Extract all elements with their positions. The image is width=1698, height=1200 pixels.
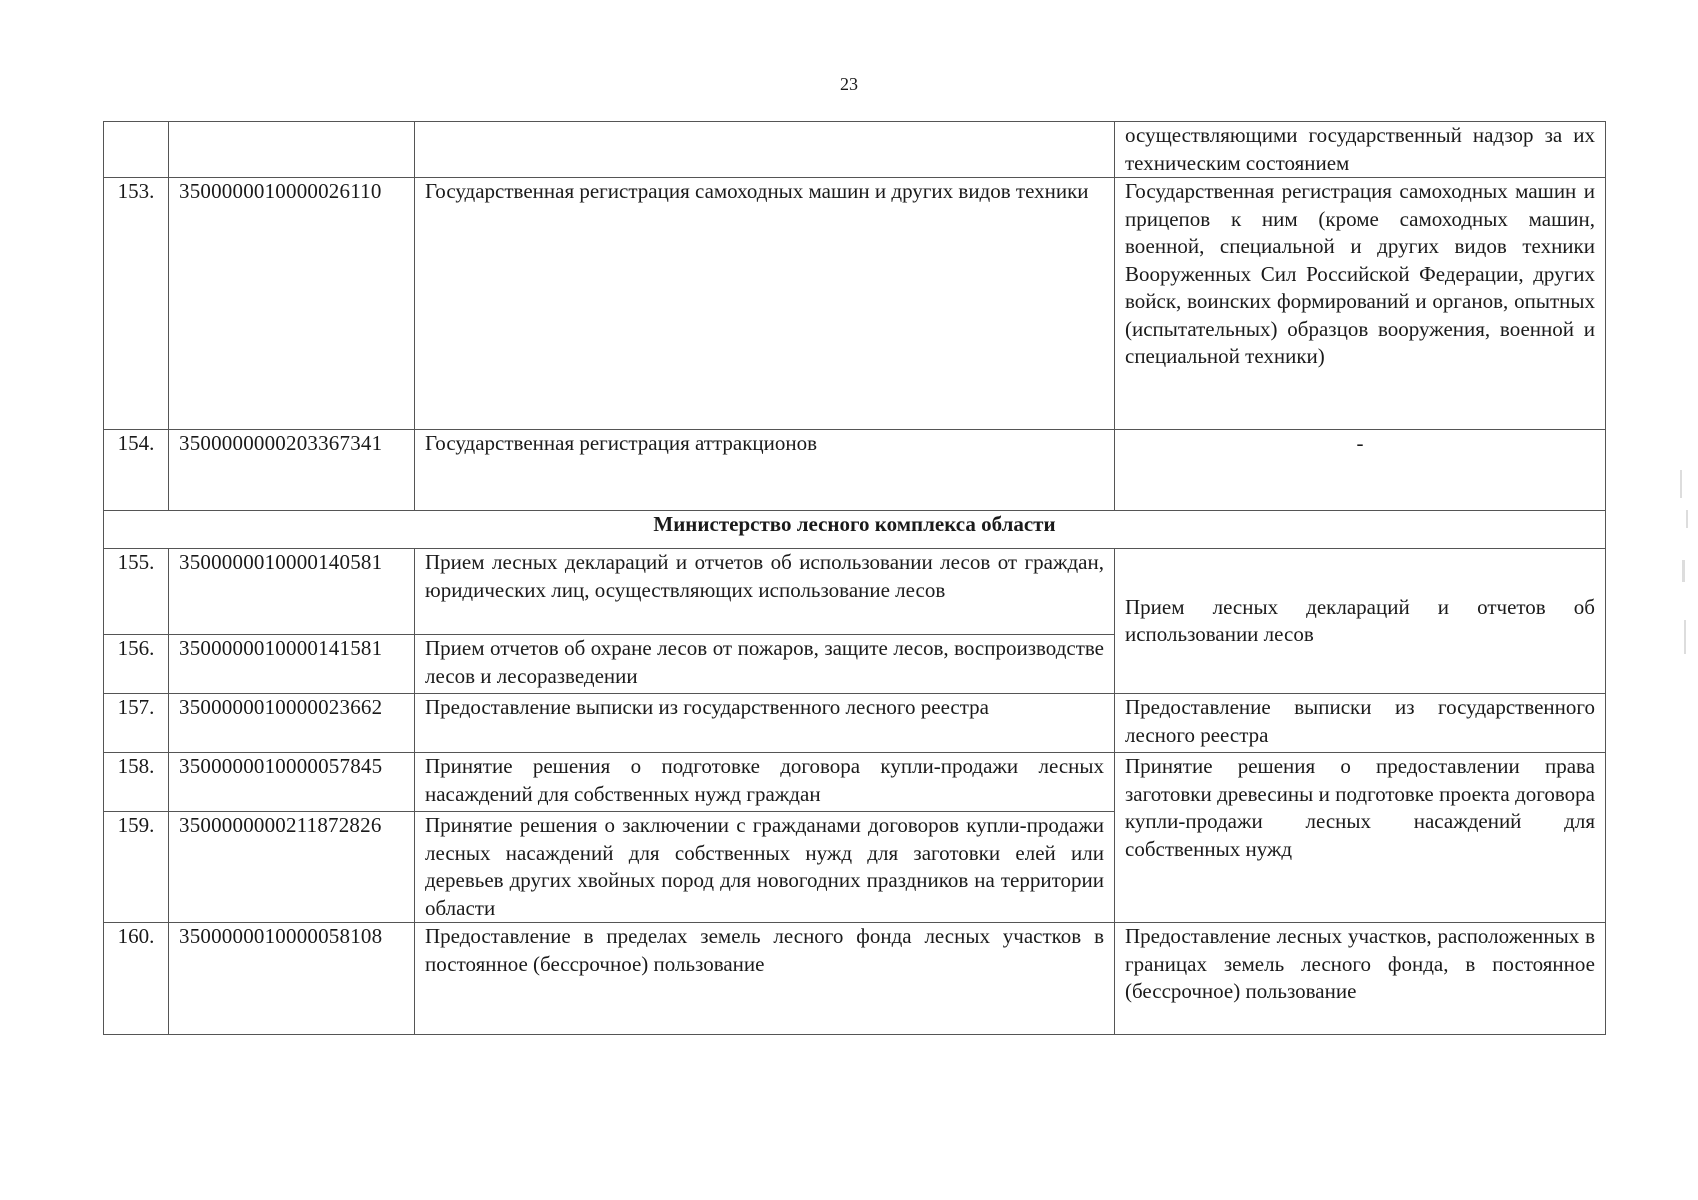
cell-description: Принятие решения о заключении с гражданами договоров купли-продажи лесных насаждений для собственных нужд для заготовки елей или деревьев других хвойных пород для новогодних праздников на территории области — [415, 812, 1115, 923]
cell-basis: Предоставление лесных участков, расположенных в границах земель лесного фонда, в постоянное (бессрочное) пользование — [1115, 923, 1606, 1035]
scan-artifact — [1674, 470, 1694, 670]
table-row — [104, 430, 1606, 511]
cell-num: 159. — [104, 812, 169, 923]
cell-code: 3500000010000057845 — [169, 753, 415, 812]
services-registry-table — [103, 121, 1606, 1035]
cell-basis: осуществляющими государственный надзор за их техническим состоянием — [1115, 122, 1606, 178]
cell-num: 154. — [104, 430, 169, 511]
cell-basis: Государственная регистрация самоходных машин и прицепов к ним (кроме самоходных машин, военной, специальной и других видов техники Вооруженных Сил Российской Федерации, других войск, воинских формирований и органов, опытных (испытательных) образцов вооружения, военной и специальной техники) — [1115, 178, 1606, 430]
cell-code: 3500000000203367341 — [169, 430, 415, 511]
cell-basis: Принятие решения о предоставлении права заготовки древесины и подготовке проекта договора купли-продажи лесных насаждений для собственных нужд — [1115, 753, 1606, 923]
cell-num: 157. — [104, 694, 169, 753]
cell-description: Принятие решения о подготовке договора купли-продажи лесных насаждений для собственных нужд граждан — [415, 753, 1115, 812]
cell-code: 3500000000211872826 — [169, 812, 415, 923]
cell-num: 156. — [104, 635, 169, 694]
table-row — [104, 694, 1606, 753]
table-row — [104, 753, 1606, 812]
page-number: 23 — [840, 74, 858, 94]
cell-num: 158. — [104, 753, 169, 812]
section-title: Министерство лесного комплекса области — [104, 511, 1606, 549]
cell-code: 3500000010000141581 — [169, 635, 415, 694]
cell-basis: - — [1115, 430, 1606, 511]
cell-description: Государственная регистрация аттракционов — [415, 430, 1115, 511]
cell-description: Прием отчетов об охране лесов от пожаров, защите лесов, воспроизводстве лесов и лесоразведении — [415, 635, 1115, 694]
table-row — [104, 549, 1606, 635]
cell-code: 3500000010000026110 — [169, 178, 415, 430]
table-row — [104, 178, 1606, 430]
cell-num: 155. — [104, 549, 169, 635]
cell-num: 153. — [104, 178, 169, 430]
cell-description: Прием лесных деклараций и отчетов об использовании лесов от граждан, юридических лиц, осуществляющих использование лесов — [415, 549, 1115, 635]
cell-code: 3500000010000023662 — [169, 694, 415, 753]
cell-num — [104, 122, 169, 178]
cell-code: 3500000010000058108 — [169, 923, 415, 1035]
table-row — [104, 923, 1606, 1035]
cell-code: 3500000010000140581 — [169, 549, 415, 635]
section-row — [104, 511, 1606, 549]
cell-description — [415, 122, 1115, 178]
cell-basis: Прием лесных деклараций и отчетов об использовании лесов — [1115, 549, 1606, 694]
cell-description: Предоставление в пределах земель лесного фонда лесных участков в постоянное (бессрочное) пользование — [415, 923, 1115, 1035]
table-row — [104, 122, 1606, 178]
cell-description: Предоставление выписки из государственного лесного реестра — [415, 694, 1115, 753]
cell-code — [169, 122, 415, 178]
cell-basis: Предоставление выписки из государственного лесного реестра — [1115, 694, 1606, 753]
cell-num: 160. — [104, 923, 169, 1035]
cell-description: Государственная регистрация самоходных машин и других видов техники — [415, 178, 1115, 430]
